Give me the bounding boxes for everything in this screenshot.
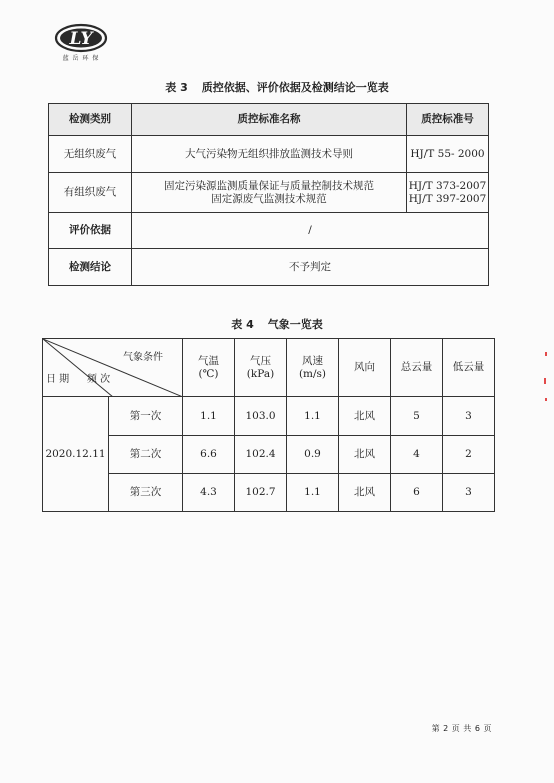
table4-caption-text: 气象一览表 <box>267 318 323 331</box>
conclusion-label: 检测结论 <box>49 249 132 286</box>
table3-header-standard-name: 质控标准名称 <box>132 104 407 136</box>
ly-logo-icon <box>53 22 109 54</box>
margin-mark <box>545 352 547 356</box>
table4-pressure: 102.4 <box>235 436 287 474</box>
table3-row <box>49 173 489 213</box>
corner-label-frequency: 频 次 <box>87 374 111 385</box>
table3-category: 有组织废气 <box>49 173 132 213</box>
table4-wind-speed: 0.9 <box>287 436 339 474</box>
table4-total-cloud: 4 <box>391 436 443 474</box>
corner-label-date: 日 期 <box>46 374 70 385</box>
table3-standard-no: HJ/T 55- 2000 <box>407 136 489 173</box>
conclusion-value: 不予判定 <box>132 249 489 286</box>
logo-subtitle: 蓝 岳 环 保 <box>62 55 100 62</box>
table3-conclusion-row <box>49 249 489 286</box>
table4-frequency: 第二次 <box>109 436 183 474</box>
table4-frequency: 第一次 <box>109 397 183 436</box>
corner-label-weather: 气象条件 <box>123 352 163 363</box>
table4-caption-number: 表 4 <box>231 318 254 331</box>
table4-row <box>43 474 495 512</box>
table3-category: 无组织废气 <box>49 136 132 173</box>
table4-row <box>43 397 495 436</box>
table3-row <box>49 136 489 173</box>
table3-caption-text: 质控依据、评价依据及检测结论一览表 <box>201 81 389 94</box>
table3-standard-no-line: HJ/T 373-2007 <box>408 179 487 192</box>
table4-row <box>43 436 495 474</box>
table4-wind-direction: 北风 <box>339 436 391 474</box>
table4-temp: 1.1 <box>183 397 235 436</box>
table4-temp: 6.6 <box>183 436 235 474</box>
table4-header-temp: 气温 (℃) <box>183 339 235 397</box>
table4-pressure: 103.0 <box>235 397 287 436</box>
margin-mark <box>545 398 547 401</box>
table4-low-cloud: 2 <box>443 436 495 474</box>
table4-wind-speed: 1.1 <box>287 474 339 512</box>
table3-standard-no-line: HJ/T 397-2007 <box>408 192 487 205</box>
table4-date: 2020.12.11 <box>43 397 109 512</box>
quality-control-table <box>48 103 489 286</box>
table3-header-standard-no: 质控标准号 <box>407 104 489 136</box>
table4-wind-direction: 北风 <box>339 474 391 512</box>
page-number: 第 2 页 共 6 页 <box>431 724 492 733</box>
table3-standard-no-cell <box>407 173 489 213</box>
table3-caption-number: 表 3 <box>165 81 188 94</box>
table4-low-cloud: 3 <box>443 397 495 436</box>
table3-header-row <box>49 104 489 136</box>
margin-mark <box>544 378 546 384</box>
table3-evaluation-row <box>49 213 489 249</box>
table3-standard-name-cell <box>132 173 407 213</box>
company-logo <box>50 22 112 62</box>
table4-header-wind-direction: 风向 <box>339 339 391 397</box>
table3-standard-name-line: 固定源废气监测技术规范 <box>211 192 327 205</box>
table4-pressure: 102.7 <box>235 474 287 512</box>
table4-header-low-cloud: 低云量 <box>443 339 495 397</box>
weather-table <box>42 338 495 512</box>
evaluation-value: / <box>132 213 489 249</box>
table4-wind-speed: 1.1 <box>287 397 339 436</box>
table3-caption <box>0 79 554 95</box>
logo-mark: LY <box>69 29 93 49</box>
table3-standard-name: 大气污染物无组织排放监测技术导则 <box>132 136 407 173</box>
diagonal-lines-icon <box>43 339 183 397</box>
table4-header-row <box>43 339 495 397</box>
table4-caption <box>0 316 554 332</box>
table3-header-category: 检测类别 <box>49 104 132 136</box>
table3-standard-name-line: 固定污染源监测质量保证与质量控制技术规范 <box>164 179 374 192</box>
table4-corner-header <box>43 339 183 397</box>
table4-header-pressure: 气压 (kPa) <box>235 339 287 397</box>
evaluation-label: 评价依据 <box>49 213 132 249</box>
table4-frequency: 第三次 <box>109 474 183 512</box>
table4-total-cloud: 5 <box>391 397 443 436</box>
table4-header-total-cloud: 总云量 <box>391 339 443 397</box>
table4-low-cloud: 3 <box>443 474 495 512</box>
table4-wind-direction: 北风 <box>339 397 391 436</box>
table4-header-wind-speed: 风速 (m/s) <box>287 339 339 397</box>
table4-temp: 4.3 <box>183 474 235 512</box>
table4-total-cloud: 6 <box>391 474 443 512</box>
